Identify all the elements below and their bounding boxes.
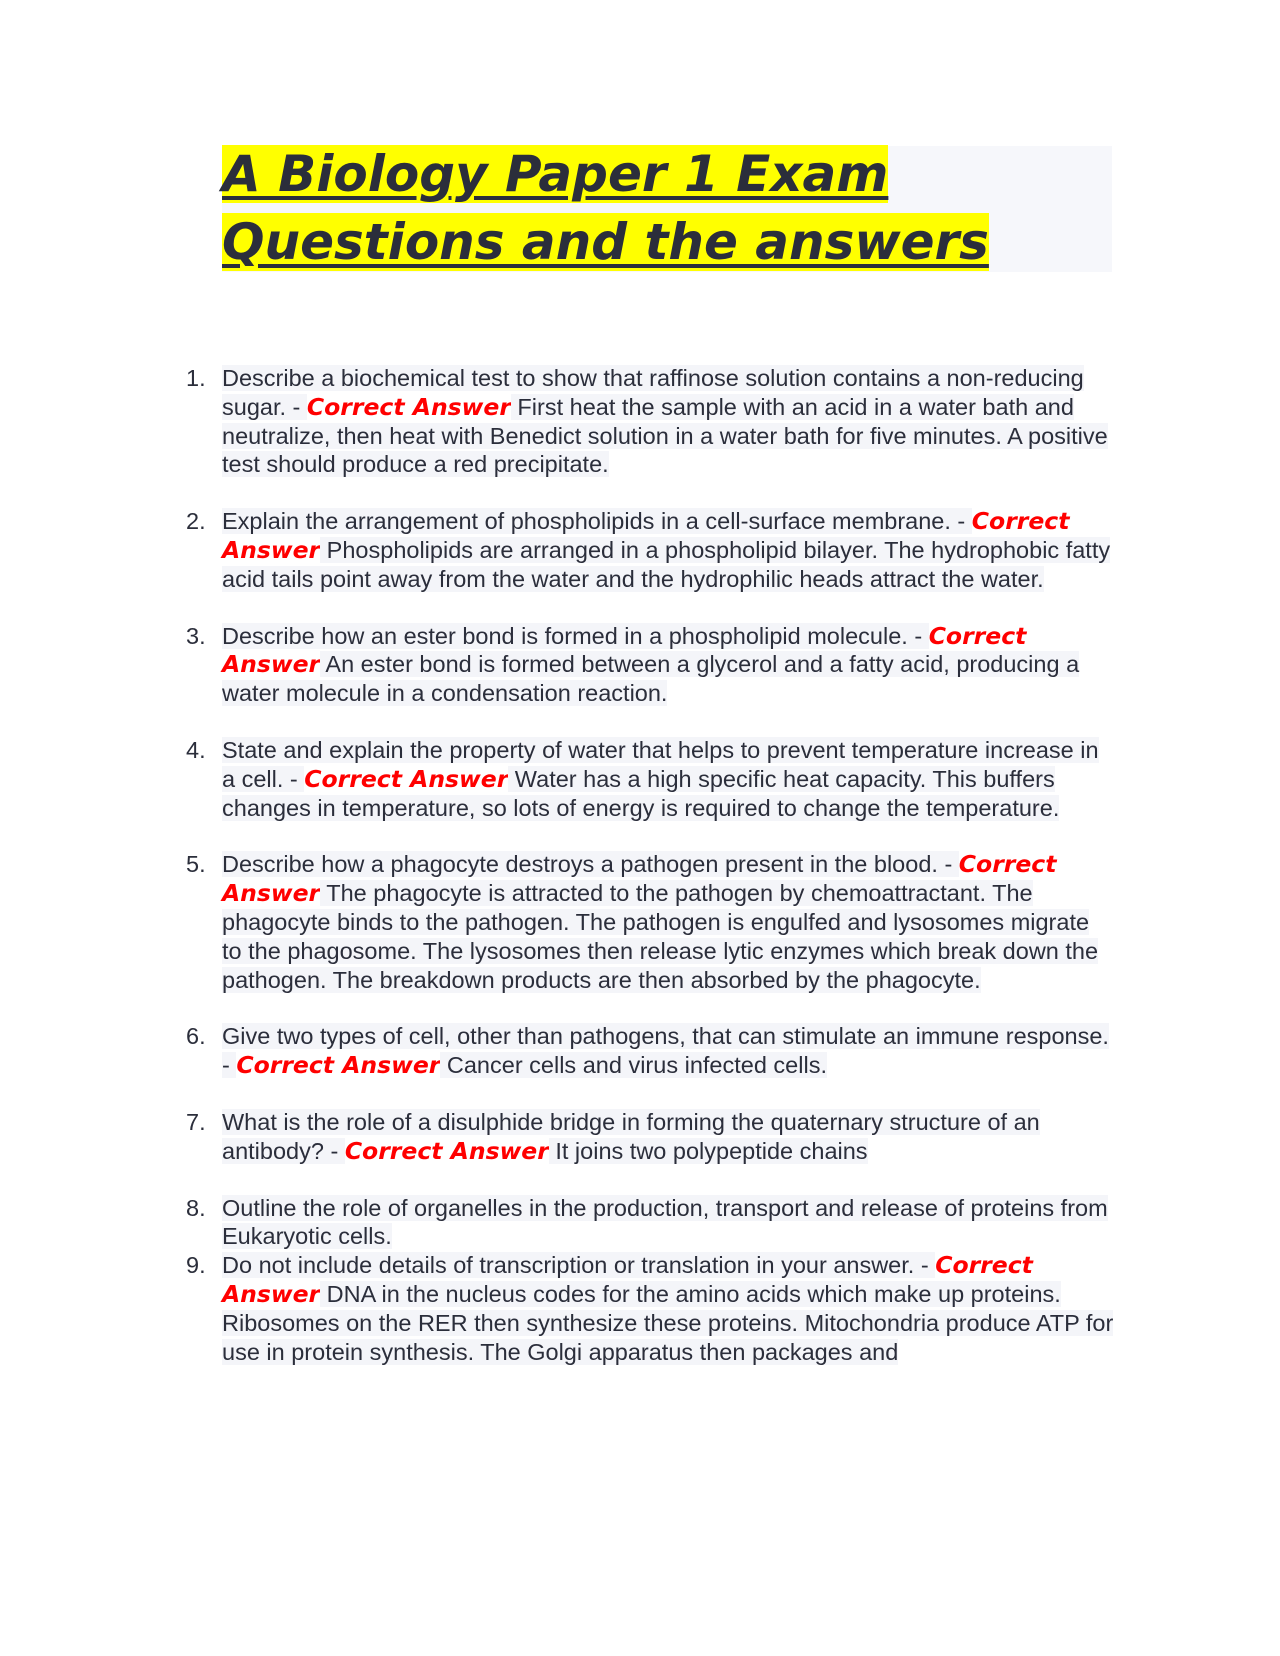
document-title-line-1 (222, 143, 888, 205)
question-text: Describe a biochemical test to show that raffinose solution contains a non-reducing sugar. - (222, 365, 1084, 420)
question-item (0, 507, 1280, 593)
answer-text: Phospholipids are arranged in a phospholipid bilayer. The hydrophobic fatty acid tails point away from the water and the hydrophilic heads attract the water. (222, 536, 1111, 592)
answer-text: First heat the sample with an acid in a water bath and neutralize, then heat with Benedict solution in a water bath for five minutes. A positive test should produce a red precipitate. (222, 393, 1108, 478)
question-number: 1. (186, 365, 206, 391)
question-item (0, 1022, 1280, 1080)
document-title-line-2 (222, 211, 989, 273)
correct-answer-label: Correct Answer (304, 764, 509, 793)
spacer (0, 594, 1280, 622)
question-body (222, 1194, 1114, 1252)
spacer (0, 1166, 1280, 1194)
correct-answer-label: Correct Answer (236, 1051, 441, 1080)
correct-answer-label: Correct Answer (306, 392, 511, 421)
question-number: 7. (186, 1108, 206, 1135)
spacer (0, 479, 1280, 507)
answer-text: The phagocyte is attracted to the pathogen by chemoattractant. The phagocyte binds to the pathogen. The pathogen is engulfed and lysosomes migrate to the phagosome. The lysosomes then release lytic enzymes which break down the pathogen. The breakdown products are then absorbed by the phagocyte. (222, 880, 1099, 993)
question-body (222, 364, 1114, 479)
question-text: Describe how an ester bond is formed in a phospholipid molecule. - (222, 622, 929, 649)
question-number: 5. (186, 851, 206, 878)
question-body (222, 736, 1114, 822)
spacer (0, 708, 1280, 736)
question-text: State and explain the property of water that helps to prevent temperature increase in a cell. - (222, 736, 1099, 792)
answer-text: It joins two polypeptide chains (548, 1137, 868, 1164)
question-item (0, 1194, 1280, 1252)
question-body (222, 1251, 1114, 1366)
question-body (222, 1108, 1114, 1166)
question-item (0, 622, 1280, 708)
question-text: Explain the arrangement of phospholipids in a cell-surface membrane. - (222, 508, 972, 535)
title-highlight-2: Questions and the answers (222, 213, 989, 271)
question-number: 8. (186, 1194, 206, 1221)
correct-answer-label: Correct Answer (222, 850, 1057, 908)
question-item (0, 850, 1280, 994)
spacer (0, 1080, 1280, 1108)
question-text: Describe how a phagocyte destroys a pathogen present in the blood. - (222, 851, 959, 878)
question-number: 9. (186, 1252, 206, 1279)
question-list (0, 364, 1280, 1366)
question-item (0, 736, 1280, 822)
question-text: Outline the role of organelles in the production, transport and release of proteins from Eukaryotic cells. (222, 1194, 1108, 1250)
question-body (222, 850, 1114, 994)
question-item (0, 1108, 1280, 1166)
question-item (0, 364, 1280, 479)
question-number: 2. (186, 508, 206, 535)
spacer (0, 822, 1280, 850)
correct-answer-label: Correct Answer (344, 1136, 549, 1165)
correct-answer-label: Correct Answer (222, 507, 1070, 564)
title-highlight-1: A Biology Paper 1 Exam (222, 145, 889, 203)
answer-text: Water has a high specific heat capacity. This buffers changes in temperature, so lots of energy is required to change the temperature. (222, 765, 1060, 821)
question-body (222, 622, 1114, 708)
question-number: 6. (186, 1023, 206, 1050)
question-number: 3. (186, 622, 206, 649)
question-number: 4. (186, 736, 206, 763)
question-text: What is the role of a disulphide bridge in forming the quaternary structure of an antibody? - (222, 1108, 1040, 1164)
question-text: Give two types of cell, other than pathogens, that can stimulate an immune response. - (222, 1023, 1109, 1079)
answer-text: DNA in the nucleus codes for the amino acids which make up proteins. Ribosomes on the RER then synthesize these proteins. Mitochondria produce ATP for use in protein synthesis. The Golgi apparatus then packages and (222, 1280, 1114, 1365)
question-body (222, 507, 1114, 593)
correct-answer-label: Correct Answer (222, 1251, 1033, 1308)
answer-text: Cancer cells and virus infected cells. (440, 1052, 827, 1079)
question-body (222, 1022, 1114, 1080)
question-text: Do not include details of transcription or translation in your answer. - (222, 1252, 936, 1279)
correct-answer-label: Correct Answer (222, 621, 1027, 679)
answer-text: An ester bond is formed between a glycerol and a fatty acid, producing a water molecule in a condensation reaction. (222, 651, 1080, 707)
question-item (0, 1251, 1280, 1366)
spacer (0, 994, 1280, 1022)
